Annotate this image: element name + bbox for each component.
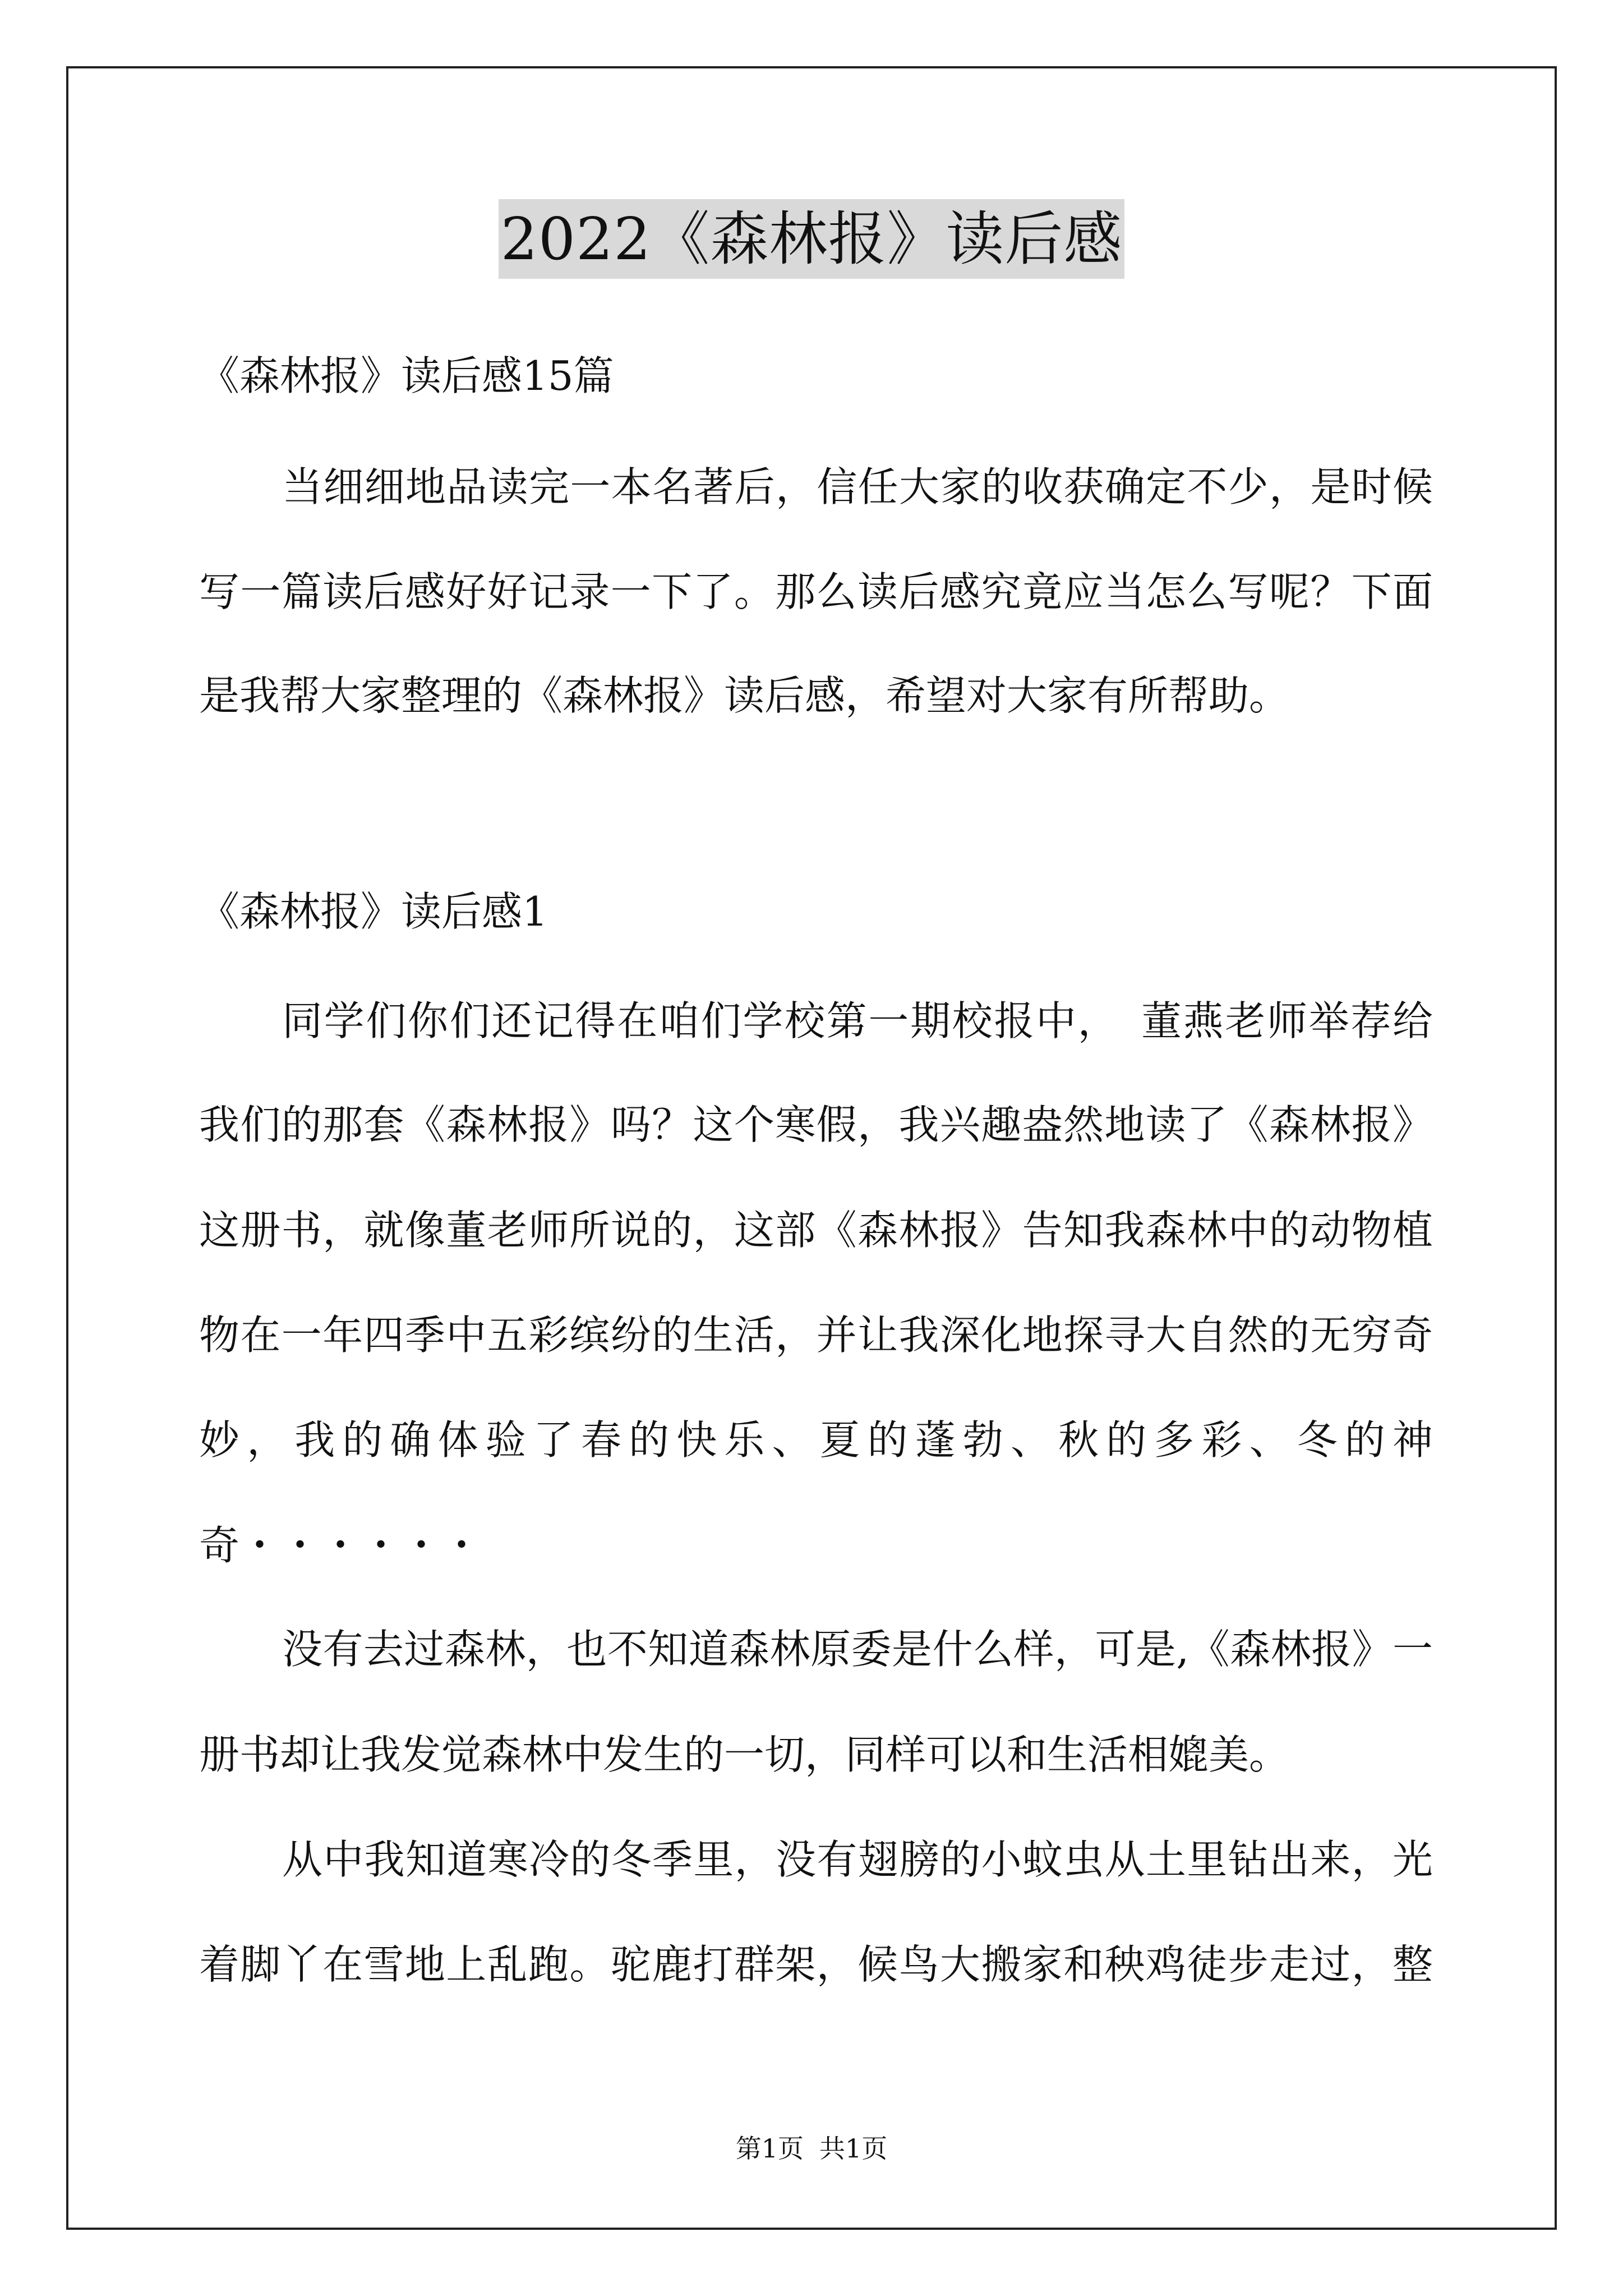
- title-block: [0, 199, 1623, 279]
- intro-line-2: 写一篇读后感好好记录一下了。那么读后感究竟应当怎么写呢？下面: [199, 568, 1433, 615]
- para3-line-2: 着脚丫在雪地上乱跑。驼鹿打群架，候鸟大搬家和秧鸡徒步走过，整: [199, 1941, 1433, 1988]
- document-title: 2022《森林报》读后感: [499, 199, 1125, 279]
- para2-line-2: 册书却让我发觉森林中发生的一切，同样可以和生活相媲美。: [199, 1731, 1290, 1778]
- page-total: 共1页: [819, 2133, 888, 2164]
- para1-line-4: 物在一年四季中五彩缤纷的生活，并让我深化地探寻大自然的无穷奇: [199, 1312, 1433, 1359]
- para2-line-1: 没有去过森林，也不知道森林原委是什么样，可是,《森林报》一: [282, 1626, 1433, 1673]
- para1-line-2: 我们的那套《森林报》吗？这个寒假，我兴趣盎然地读了《森林报》: [199, 1101, 1433, 1148]
- para1-line-3: 这册书，就像董老师所说的，这部《森林报》告知我森林中的动物植: [199, 1207, 1433, 1254]
- intro-line-1: 当细细地品读完一本名著后，信任大家的收获确定不少，是时候: [282, 463, 1433, 510]
- para3-line-1: 从中我知道寒冷的冬季里，没有翅膀的小蚊虫从土里钻出来，光: [282, 1836, 1433, 1883]
- document-subtitle: 《森林报》读后感15篇: [199, 352, 614, 399]
- para1-line-1: 同学们你们还记得在咱们学校第一期校报中， 董燕老师举荐给: [282, 997, 1433, 1045]
- para1-line-6: 奇・・・・・・: [199, 1522, 482, 1569]
- page-footer: [0, 2132, 1623, 2165]
- intro-line-3: 是我帮大家整理的《森林报》读后感，希望对大家有所帮助。: [199, 672, 1290, 719]
- para1-line-5: 妙，我的确体验了春的快乐、夏的蓬勃、秋的多彩、冬的神: [199, 1416, 1433, 1464]
- page-number: 第1页: [735, 2133, 804, 2164]
- section-heading: 《森林报》读后感1: [199, 888, 548, 935]
